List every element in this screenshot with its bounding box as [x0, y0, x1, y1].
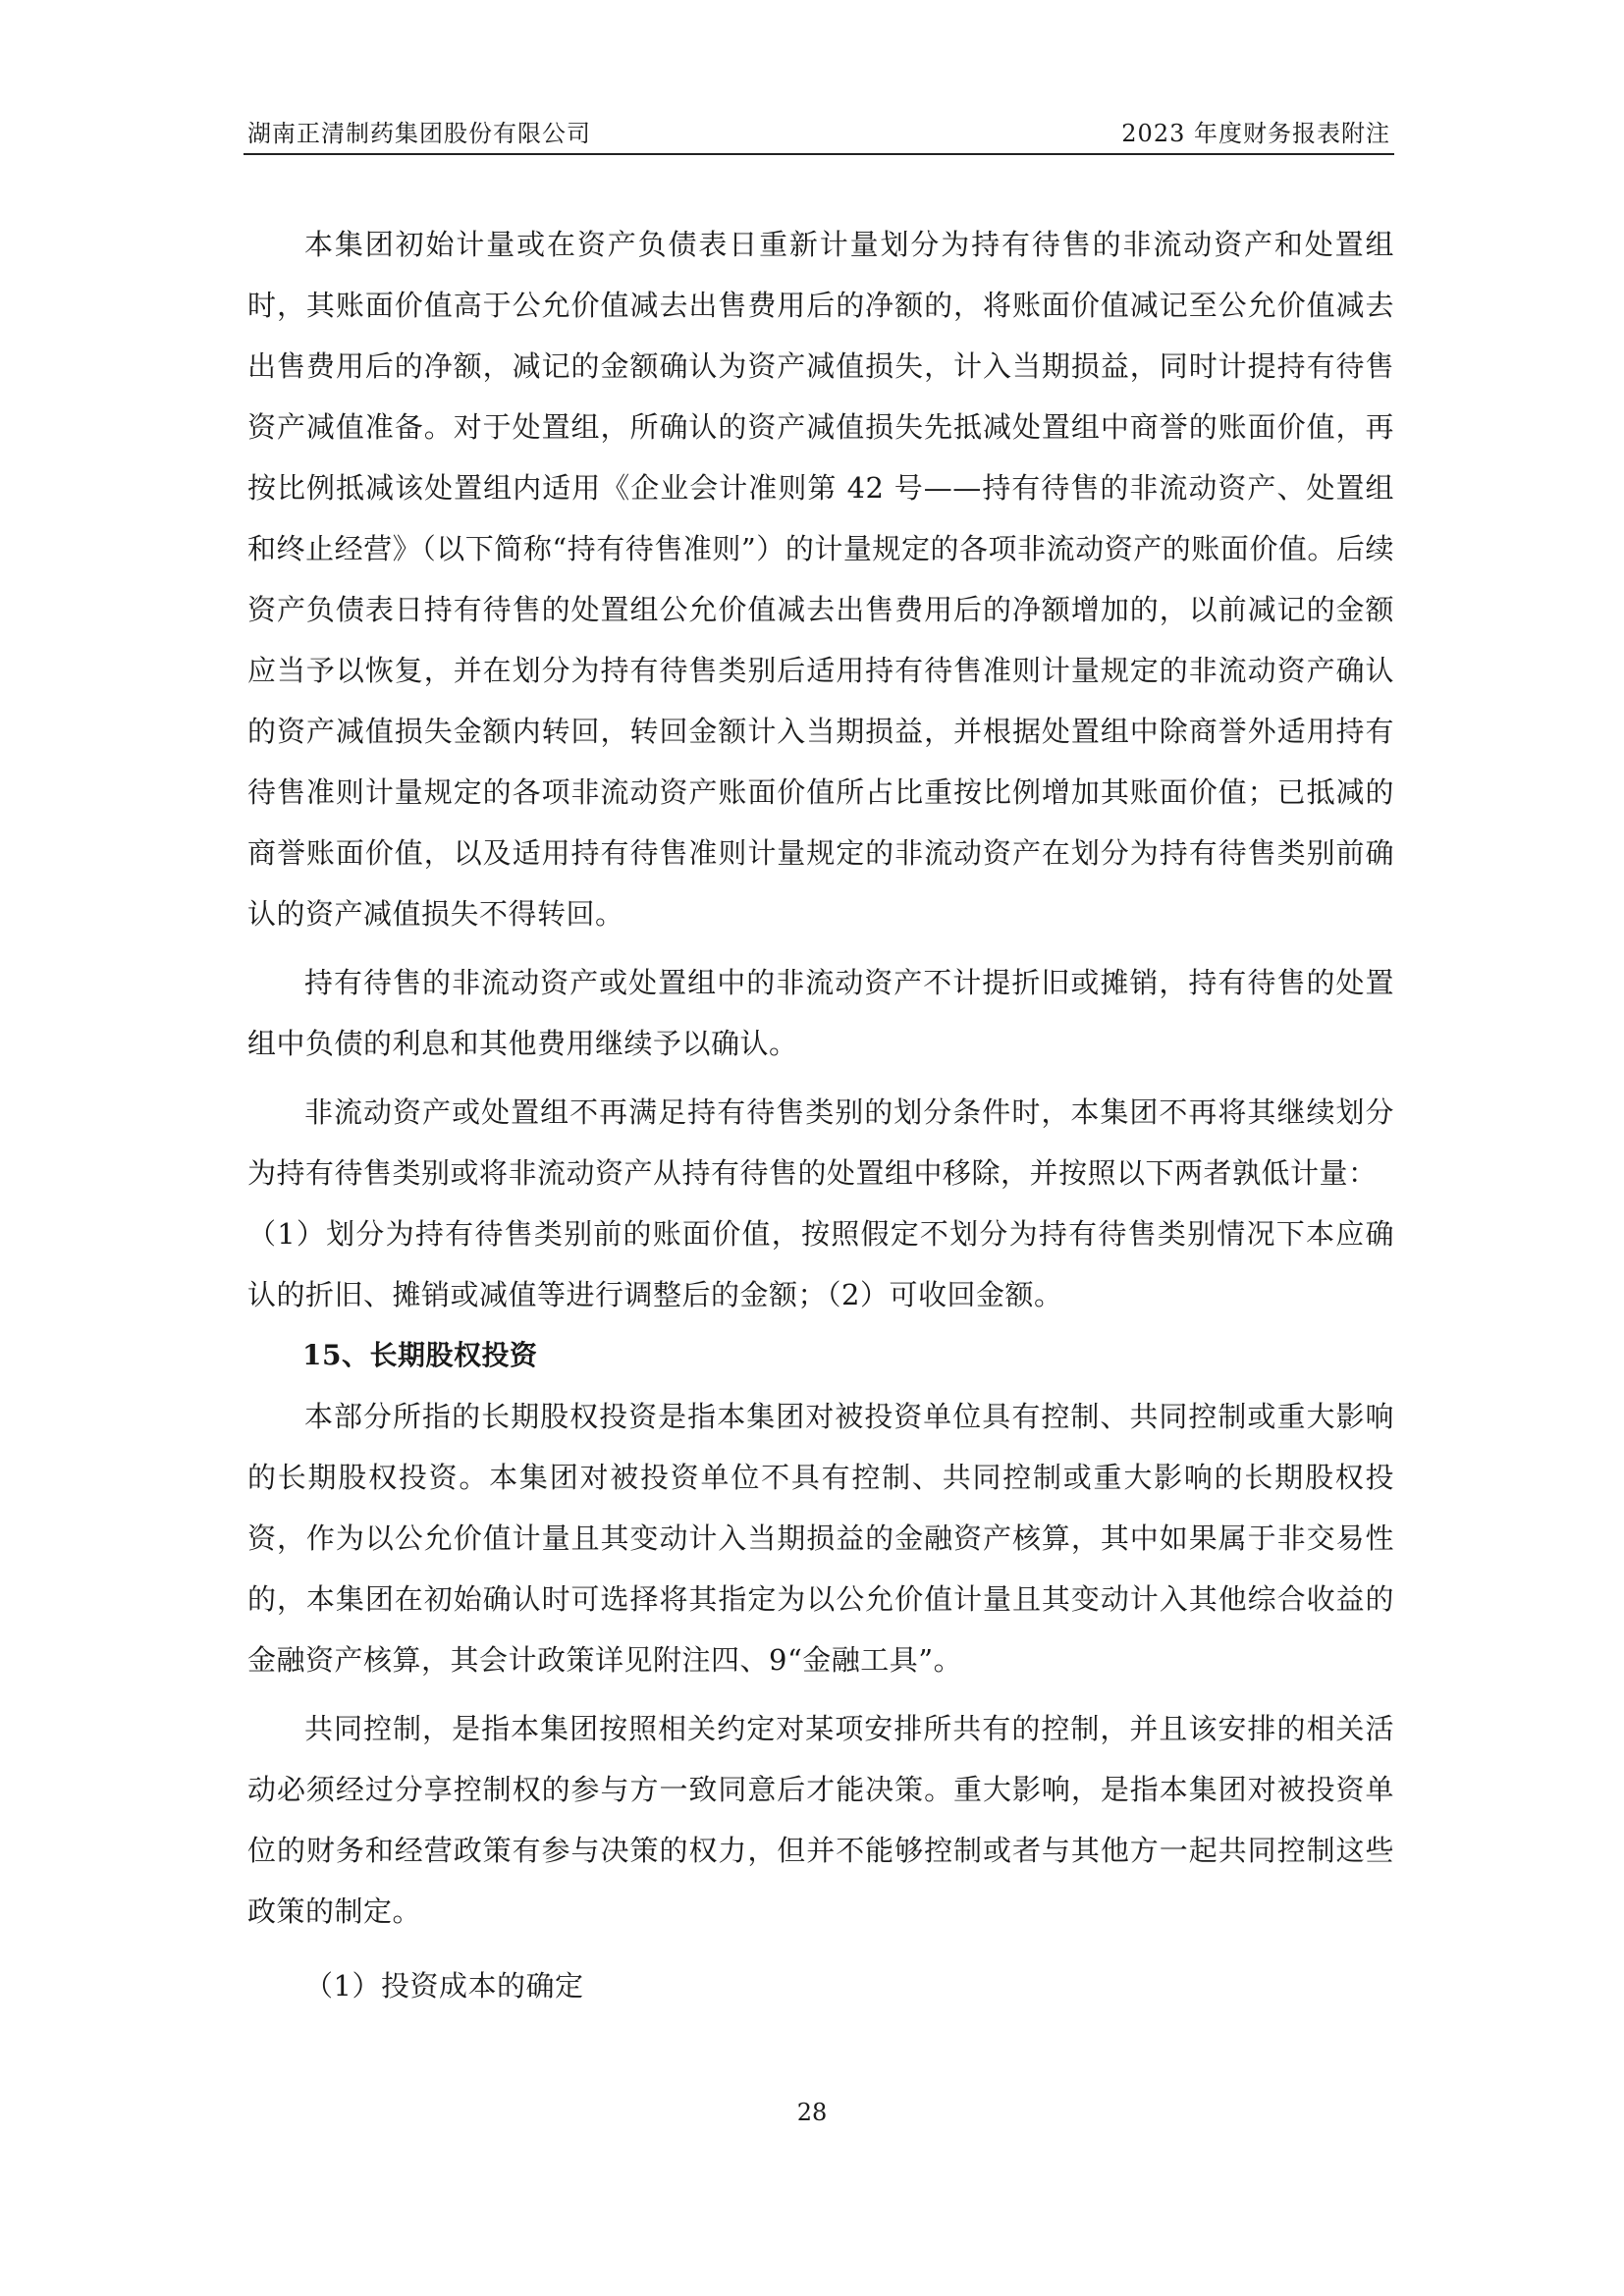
section-heading-long-term-equity: 15、长期股权投资: [302, 1339, 538, 1371]
paragraph-impairment-measurement: 本集团初始计量或在资产负债表日重新计量划分为持有待售的非流动资产和处置组时，其账面价值高于公允价值减去出售费用后的净额的，将账面价值减记至公允价值减去出售费用后的净额，减记的金额确认为资产减值损失，计入当期损益，同时计提持有待售资产减值准备。对于处置组，所确认的资产减值损失先抵减处置组中商誉的账面价值，再按比例抵减该处置组内适用《企业会计准则第 42 号——持有待售的非流动资产、处置组和终止经营》（以下简称“持有待售准则”）的计量规定的各项非流动资产的账面价值。后续资产负债表日持有待售的处置组公允价值减去出售费用后的净额增加的，以前减记的金额应当予以恢复，并在划分为持有待售类别后适用持有待售准则计量规定的非流动资产确认的资产减值损失金额内转回，转回金额计入当期损益，并根据处置组中除商誉外适用持有待售准则计量规定的各项非流动资产账面价值所占比重按比例增加其账面价值；已抵减的商誉账面价值，以及适用持有待售准则计量规定的非流动资产在划分为持有待售类别前确认的资产减值损失不得转回。: [247, 228, 1394, 931]
page-number: 28: [796, 2099, 828, 2126]
paragraph-no-depreciation: 持有待售的非流动资产或处置组中的非流动资产不计提折旧或摊销，持有待售的处置组中负债的利息和其他费用继续予以确认。: [247, 966, 1394, 1060]
document-body: [247, 214, 1394, 2016]
paragraph-reclassification: 非流动资产或处置组不再满足持有待售类别的划分条件时，本集团不再将其继续划分为持有待售类别或将非流动资产从持有待售的处置组中移除，并按照以下两者孰低计量：: [247, 1095, 1394, 1190]
sub-heading-investment-cost: （1）投资成本的确定: [304, 1969, 584, 2002]
paragraph-long-term-equity-scope: 本部分所指的长期股权投资是指本集团对被投资单位具有控制、共同控制或重大影响的长期股权投资。本集团对被投资单位不具有控制、共同控制或重大影响的长期股权投资，作为以公允价值计量且其变动计入当期损益的金融资产核算，其中如果属于非交易性的，本集团在初始确认时可选择将其指定为以公允价值计量且其变动计入其他综合收益的金融资产核算，其会计政策详见附注四、9“金融工具”。: [247, 1400, 1394, 1677]
page-header: [244, 110, 1394, 155]
report-title: 2023 年度财务报表附注: [1121, 120, 1390, 147]
company-name: 湖南正清制药集团股份有限公司: [247, 120, 591, 147]
paragraph-reclassification-items: （1）划分为持有待售类别前的账面价值，按照假定不划分为持有待售类别情况下本应确认的折旧、摊销或减值等进行调整后的金额；（2）可收回金额。: [247, 1217, 1394, 1311]
paragraph-joint-control: 共同控制，是指本集团按照相关约定对某项安排所共有的控制，并且该安排的相关活动必须经过分享控制权的参与方一致同意后才能决策。重大影响，是指本集团对被投资单位的财务和经营政策有参与决策的权力，但并不能够控制或者与其他方一起共同控制这些政策的制定。: [247, 1712, 1394, 1928]
